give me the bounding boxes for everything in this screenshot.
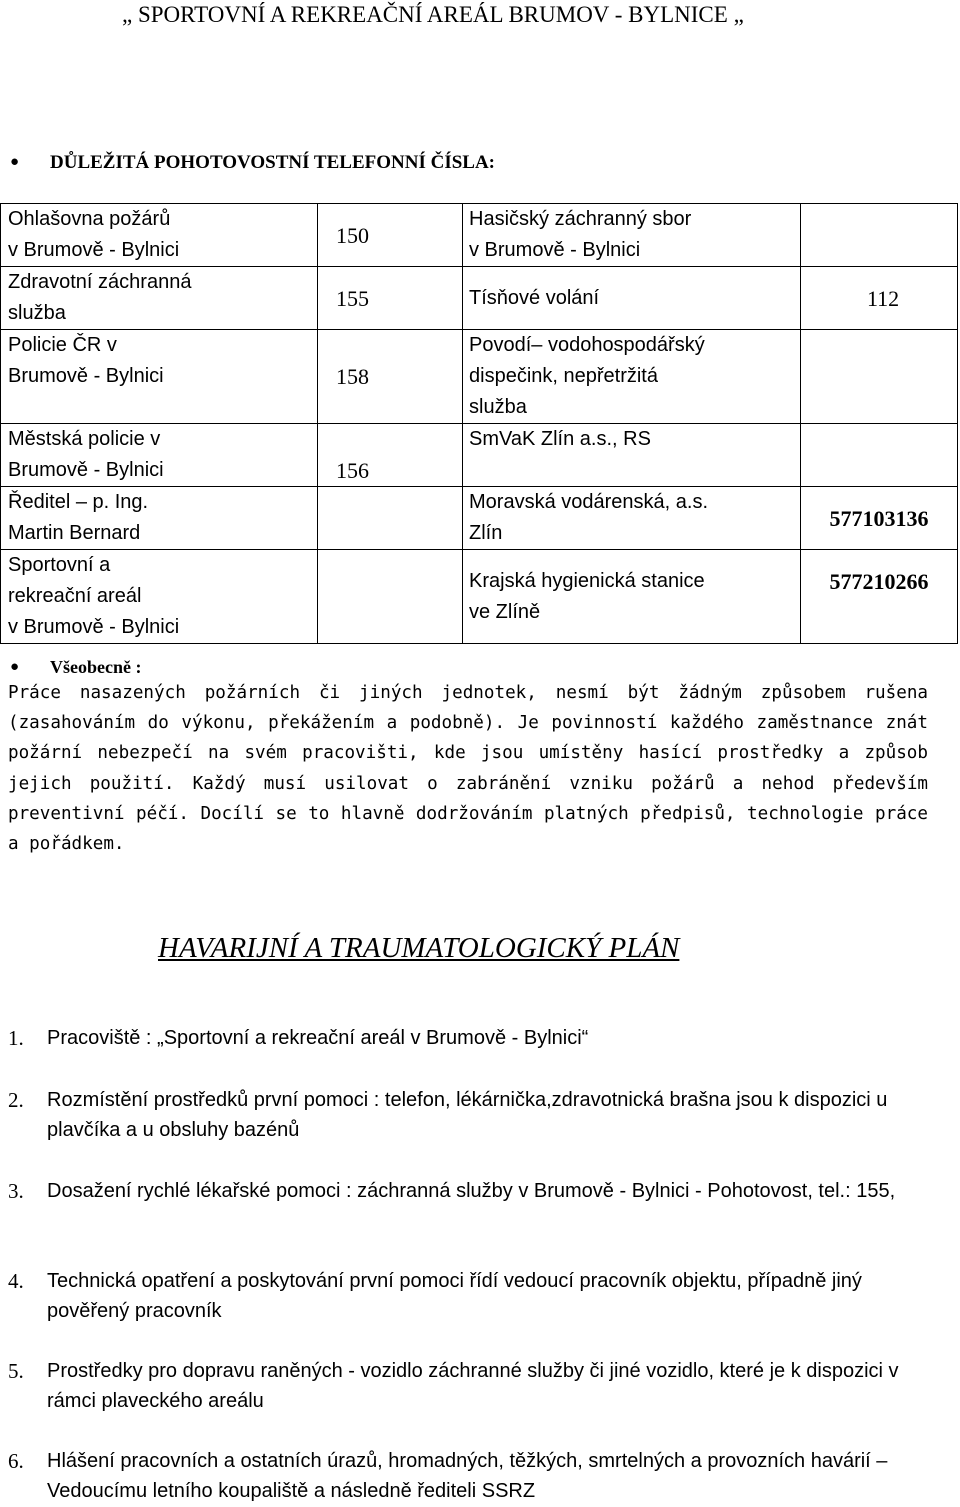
table-cell xyxy=(801,204,958,267)
general-paragraph: Práce nasazených požárních či jiných jednotek, nesmí být žádným způsobem rušena (zasahováním do výkonu, překážením a podobně). Je povinností každého zaměstnance znát požární nebezpečí na svém pracovišti, kde jsou umístěny hasící prostředky a způsob jejich použití. Každý musí usilovat o zabránění vzniku požárů a nehod především preventivní péčí. Docílí se to hlavně dodržováním platných předpisů, technologie práce a pořádkem. xyxy=(8,683,928,855)
table-cell xyxy=(801,424,958,487)
list-item-text: Dosažení rychlé lékařské pomoci : záchranná služby v Brumově - Bylnici - Pohotovost, tel.: 155, xyxy=(47,1180,896,1202)
general-heading xyxy=(0,657,960,678)
bullet-icon: ● xyxy=(10,154,20,170)
cell-text: dispečink, nepřetržitá xyxy=(469,365,658,387)
phone-number: 156 xyxy=(336,458,369,483)
table-cell xyxy=(318,424,463,487)
emergency-phones-table xyxy=(0,203,958,644)
table-cell xyxy=(1,267,318,330)
phone-number: 150 xyxy=(336,222,369,248)
table-cell xyxy=(318,550,463,644)
list-item-text: Pracoviště : „Sportovní a rekreační areál v Brumově - Bylnici“ xyxy=(47,1027,589,1049)
table-cell xyxy=(1,550,318,644)
cell-text: Krajská hygienická stanice xyxy=(469,570,705,592)
table-row xyxy=(1,550,958,644)
table-cell xyxy=(801,487,958,550)
table-cell xyxy=(1,204,318,267)
table-cell xyxy=(463,204,801,267)
bullet-icon: ● xyxy=(10,659,20,675)
list-item-number: 6. xyxy=(8,1449,24,1473)
table-cell xyxy=(463,550,801,644)
list-item-number: 2. xyxy=(8,1088,24,1112)
list-item-number: 4. xyxy=(8,1269,24,1293)
cell-text: Zdravotní záchranná xyxy=(8,271,192,293)
phones-heading xyxy=(10,152,495,174)
phones-heading-text: DŮLEŽITÁ POHOTOVOSTNÍ TELEFONNÍ ČÍSLA: xyxy=(50,152,495,173)
list-item-text: Hlášení pracovních a ostatních úrazů, hromadných, těžkých, smrtelných a provozních havárií – Vedoucímu letního koupaliště a následně řediteli SSRZ xyxy=(47,1450,888,1502)
general-heading-text: Všeobecně : xyxy=(50,657,142,677)
list-item-number: 3. xyxy=(8,1179,24,1203)
phone-number: 155 xyxy=(336,285,369,311)
table-cell xyxy=(463,330,801,424)
phone-number: 158 xyxy=(336,364,369,389)
table-cell xyxy=(318,330,463,424)
cell-text: Policie ČR v xyxy=(8,334,117,356)
cell-text: SmVaK Zlín a.s., RS xyxy=(469,428,651,450)
plan-title: HAVARIJNÍ A TRAUMATOLOGICKÝ PLÁN xyxy=(158,932,680,964)
table-row xyxy=(1,204,958,267)
cell-text: rekreační areál xyxy=(8,585,142,607)
table-cell xyxy=(801,267,958,330)
general-section xyxy=(0,657,960,859)
table-cell xyxy=(1,424,318,487)
phone-number: 577103136 xyxy=(829,505,929,531)
table-row xyxy=(1,267,958,330)
cell-text: Moravská vodárenská, a.s. xyxy=(469,491,708,513)
table-cell xyxy=(1,330,318,424)
cell-text: Sportovní a xyxy=(8,554,111,576)
list-item-number: 1. xyxy=(8,1026,24,1050)
list-item-text: Technická opatření a poskytování první pomoci řídí vedoucí pracovník objektu, případně jiný pověřený pracovník xyxy=(47,1270,862,1322)
cell-text: Městská policie v xyxy=(8,428,161,450)
table-cell xyxy=(318,267,463,330)
list-item-text: Prostředky pro dopravu raněných - vozidlo záchranné služby či jiné vozidlo, které je k dispozici v rámci plaveckého areálu xyxy=(47,1360,899,1412)
cell-text: v Brumově - Bylnici xyxy=(8,239,180,261)
table-row xyxy=(1,487,958,550)
table-cell xyxy=(463,424,801,487)
list-item-text: Rozmístění prostředků první pomoci : telefon, lékárnička,zdravotnická brašna jsou k dispozici u plavčíka a u obsluhy bazénů xyxy=(47,1089,888,1141)
cell-text: Povodí– vodohospodářský xyxy=(469,334,705,356)
list-item-number: 5. xyxy=(8,1359,24,1383)
cell-text: Tísňové volání xyxy=(469,286,600,309)
cell-text: v Brumově - Bylnici xyxy=(8,616,180,638)
table-cell xyxy=(463,267,801,330)
cell-text: Brumově - Bylnici xyxy=(8,365,164,387)
table-cell xyxy=(318,487,463,550)
phone-number: 577210266 xyxy=(829,569,929,594)
table-cell xyxy=(463,487,801,550)
table-cell xyxy=(1,487,318,550)
cell-text: služba xyxy=(8,302,66,324)
cell-text: Ředitel – p. Ing. xyxy=(8,491,149,513)
cell-text: Martin Bernard xyxy=(8,522,141,544)
phone-number: 112 xyxy=(867,285,900,311)
table-cell xyxy=(801,330,958,424)
cell-text: Hasičský záchranný sbor xyxy=(469,208,692,230)
cell-text: Zlín xyxy=(469,522,503,544)
document-title: „ SPORTOVNÍ A REKREAČNÍ AREÁL BRUMOV - BYLNICE „ xyxy=(122,2,744,27)
cell-text: ve Zlíně xyxy=(469,601,541,623)
table-cell xyxy=(801,550,958,644)
table-row xyxy=(1,330,958,424)
cell-text: v Brumově - Bylnici xyxy=(469,239,641,261)
table-cell xyxy=(318,204,463,267)
cell-text: služba xyxy=(469,396,527,418)
cell-text: Ohlašovna požárů xyxy=(8,208,171,230)
table-row xyxy=(1,424,958,487)
cell-text: Brumově - Bylnici xyxy=(8,459,164,481)
